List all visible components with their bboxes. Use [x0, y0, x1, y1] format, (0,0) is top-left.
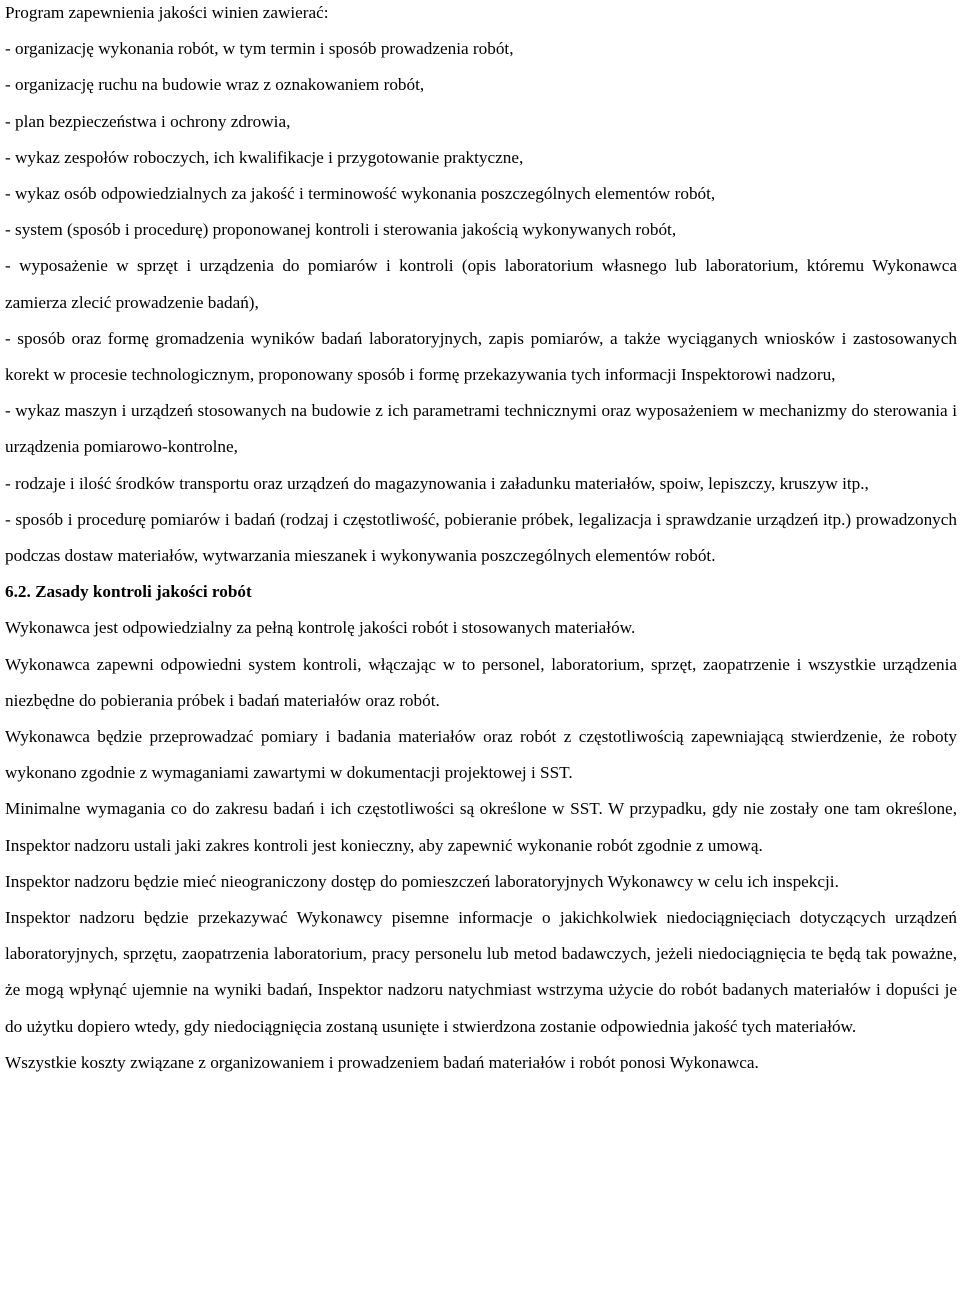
- list-item: - organizację ruchu na budowie wraz z oznakowaniem robót,: [5, 75, 425, 95]
- document-page: [5, 0, 957, 1081]
- list-item: - sposób i procedurę pomiarów i badań (rodzaj i częstotliwość, pobieranie próbek, legalizacja i sprawdzanie urządzeń itp.) prowadzonych podczas dostaw materiałów, wytwarzania mieszanek i wykonywania poszczególnych elementów robót.: [5, 509, 957, 566]
- section-heading: 6.2. Zasady kontroli jakości robót: [5, 582, 252, 602]
- list-item: - plan bezpieczeństwa i ochrony zdrowia,: [5, 111, 291, 131]
- body-paragraph: Inspektor nadzoru będzie mieć nieograniczony dostęp do pomieszczeń laboratoryjnych Wykonawcy w celu ich inspekcji.: [5, 871, 839, 891]
- list-item: - wykaz osób odpowiedzialnych za jakość i terminowość wykonania poszczególnych elementów robót,: [5, 184, 716, 204]
- body-paragraph: Minimalne wymagania co do zakresu badań i ich częstotliwości są określone w SST. W przypadku, gdy nie zostały one tam określone, Inspektor nadzoru ustali jaki zakres kontroli jest konieczny, aby zapewnić wykonanie robót zgodnie z umową.: [5, 799, 957, 855]
- body-paragraph: Wszystkie koszty związane z organizowaniem i prowadzeniem badań materiałów i robót ponosi Wykonawca.: [5, 1052, 759, 1072]
- body-paragraph: Inspektor nadzoru będzie przekazywać Wykonawcy pisemne informacje o jakichkolwiek niedociągnięciach dotyczących urządzeń laboratoryjnych, sprzętu, zaopatrzenia laboratorium, pracy personelu lub metod badawczych, jeżeli niedociągnięcia te będą tak poważne, że mogą wpłynąć ujemnie na wyniki badań, Inspektor nadzoru natychmiast wstrzyma użycie do robót badanych materiałów i dopuści je do użytku dopiero wtedy, gdy niedociągnięcia zostaną usunięte i stwierdzona zostanie odpowiednia jakość tych materiałów.: [5, 908, 957, 1036]
- list-item: - wyposażenie w sprzęt i urządzenia do pomiarów i kontroli (opis laboratorium własnego lub laboratorium, któremu Wykonawca zamierza zlecić prowadzenie badań),: [5, 256, 957, 312]
- list-item: - sposób oraz formę gromadzenia wyników badań laboratoryjnych, zapis pomiarów, a także wyciąganych wniosków i zastosowanych korekt w procesie technologicznym, proponowany sposób i formę przekazywania tych informacji Inspektorowi nadzoru,: [5, 328, 957, 385]
- list-item: - rodzaje i ilość środków transportu oraz urządzeń do magazynowania i załadunku materiałów, spoiw, lepiszczy, kruszyw itp.,: [5, 473, 869, 493]
- program-intro: Program zapewnienia jakości winien zawierać:: [5, 3, 329, 22]
- list-item: - wykaz maszyn i urządzeń stosowanych na budowie z ich parametrami technicznymi oraz wyposażeniem w mechanizmy do sterowania i urządzenia pomiarowo-kontrolne,: [5, 401, 957, 457]
- body-paragraph: Wykonawca będzie przeprowadzać pomiary i badania materiałów oraz robót z częstotliwością zapewniającą stwierdzenie, że roboty wykonano zgodnie z wymaganiami zawartymi w dokumentacji projektowej i SST.: [5, 727, 957, 783]
- list-item: - organizację wykonania robót, w tym termin i sposób prowadzenia robót,: [5, 39, 514, 59]
- body-paragraph: Wykonawca jest odpowiedzialny za pełną kontrolę jakości robót i stosowanych materiałów.: [5, 618, 636, 638]
- body-paragraph: Wykonawca zapewni odpowiedni system kontroli, włączając w to personel, laboratorium, sprzęt, zaopatrzenie i wszystkie urządzenia niezbędne do pobierania próbek i badań materiałów oraz robót.: [5, 654, 957, 710]
- list-item: - system (sposób i procedurę) proponowanej kontroli i sterowania jakością wykonywanych robót,: [5, 220, 677, 240]
- list-item: - wykaz zespołów roboczych, ich kwalifikacje i przygotowanie praktyczne,: [5, 147, 524, 167]
